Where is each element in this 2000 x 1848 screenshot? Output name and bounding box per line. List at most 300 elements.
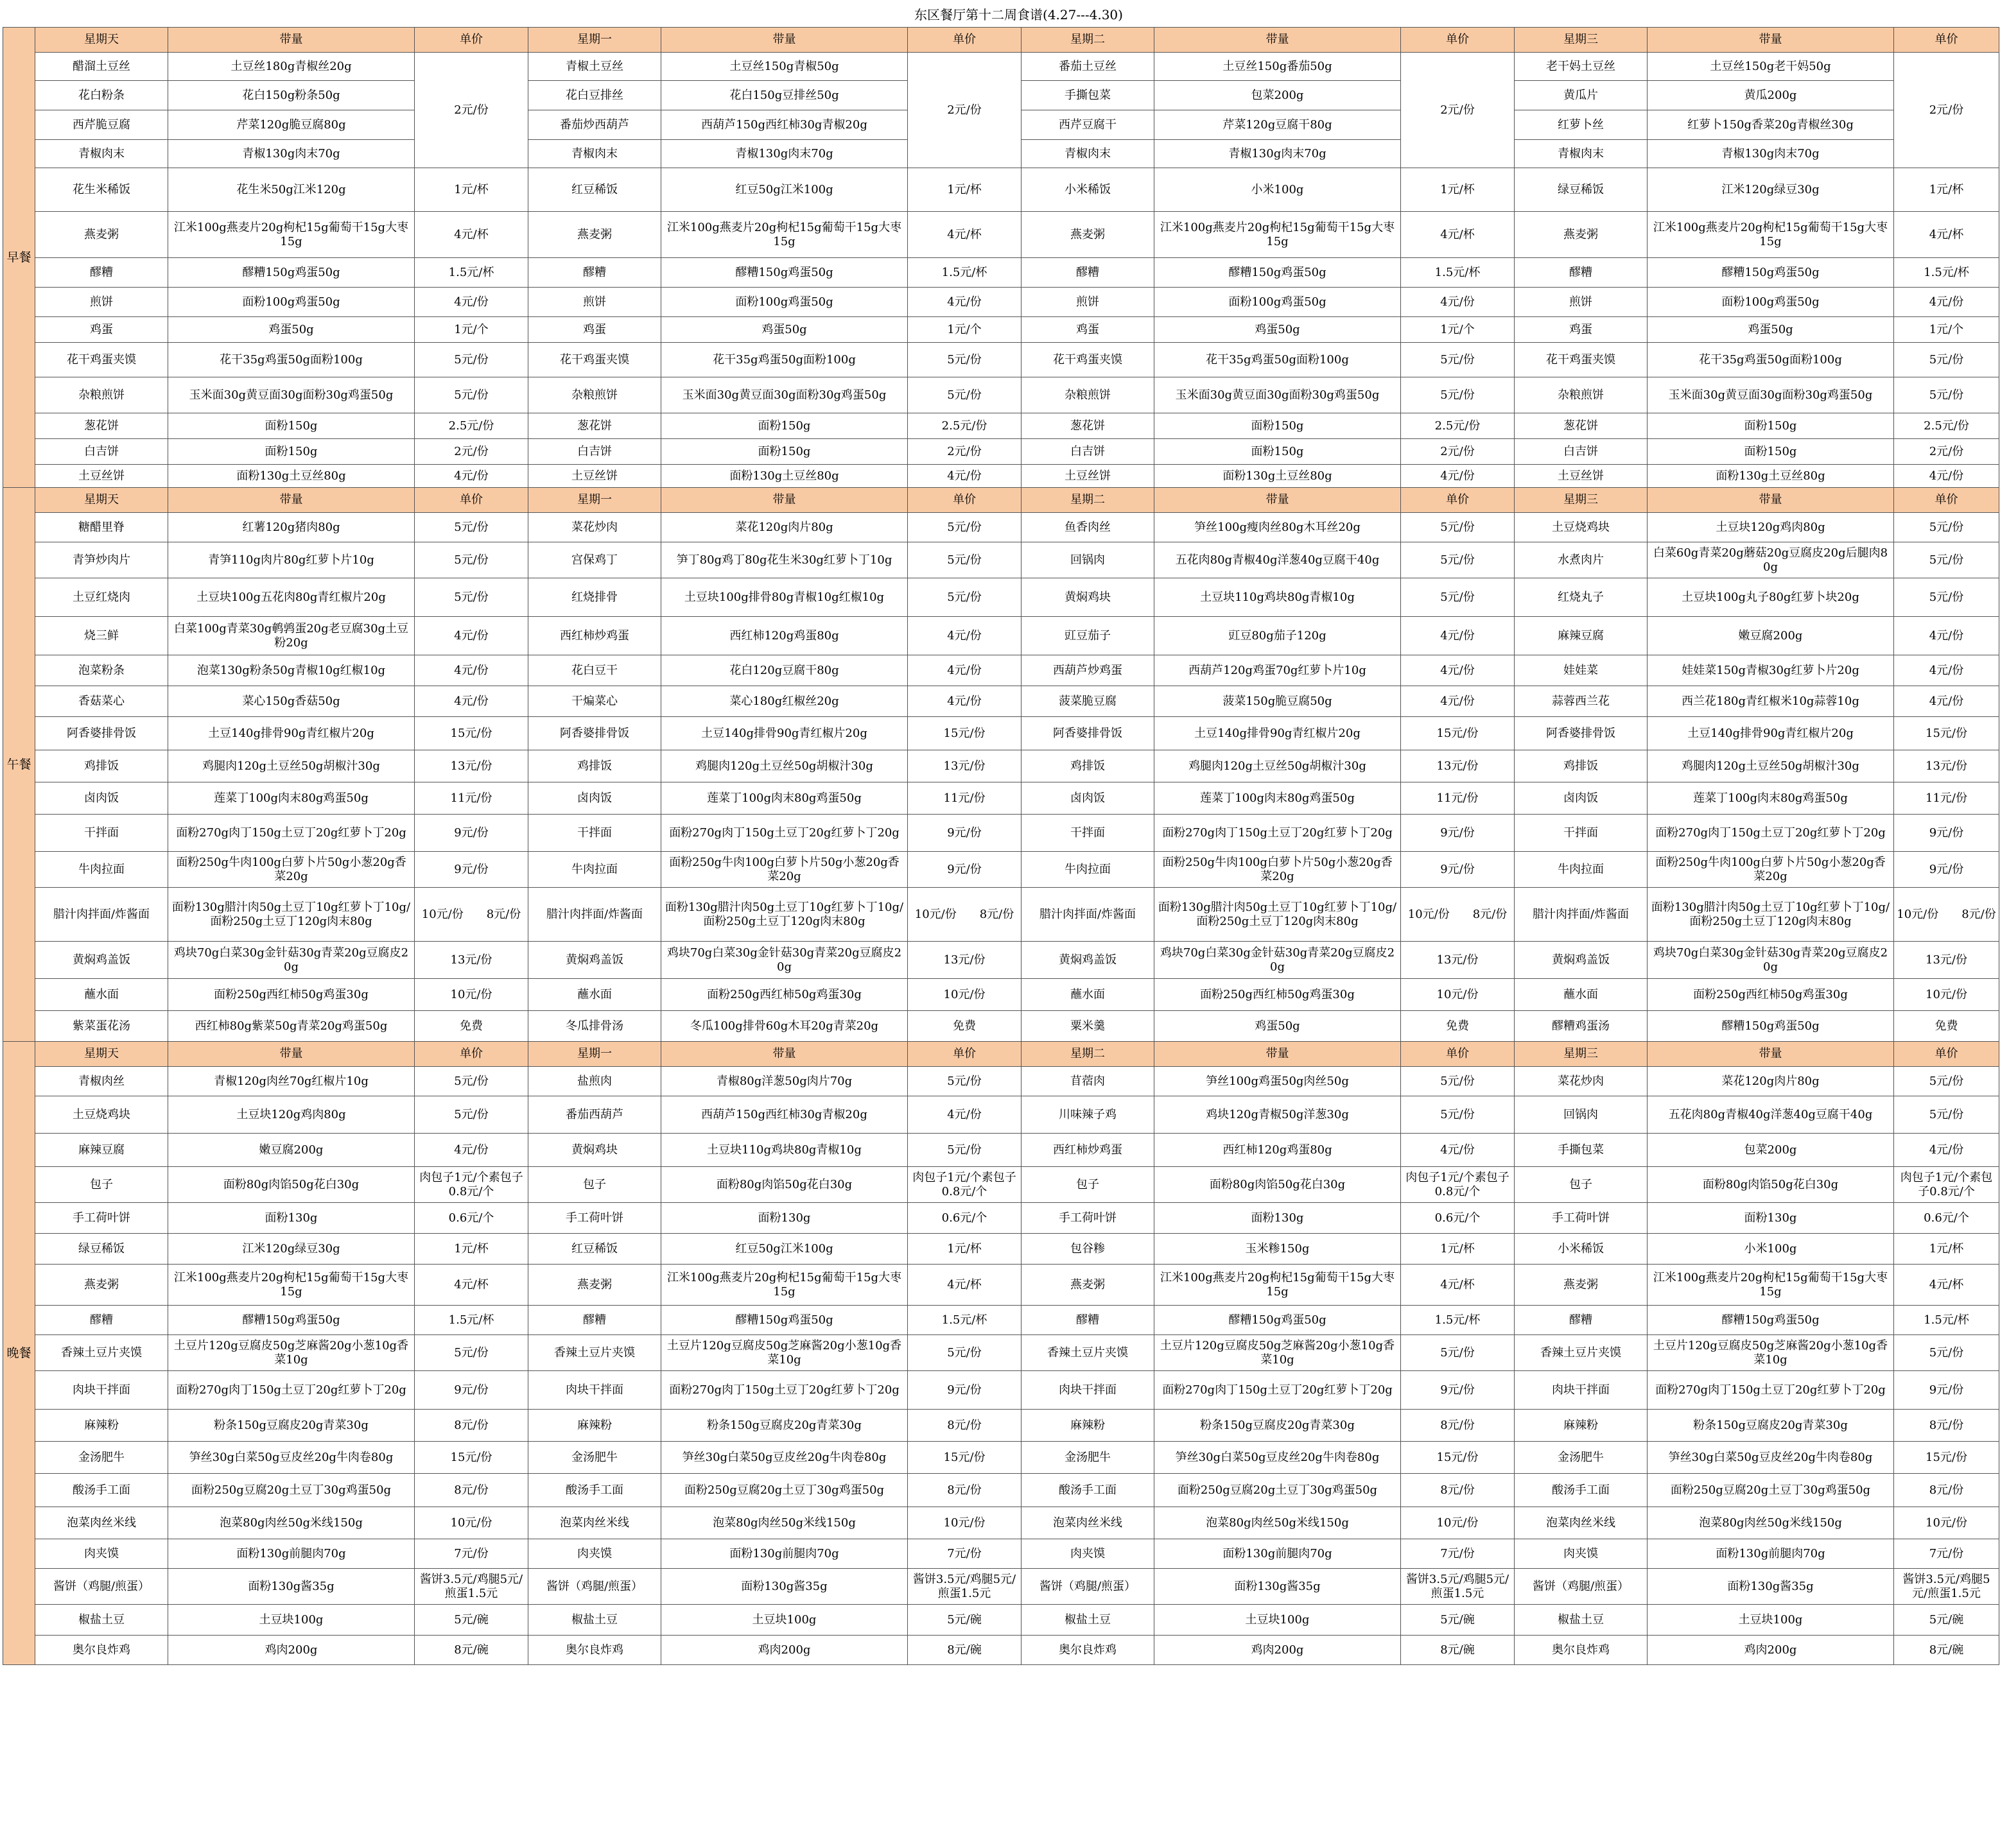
dish-portion: 包菜200g xyxy=(1154,81,1401,110)
dish-price: 5元/份 xyxy=(1401,1096,1515,1134)
dish-portion: 青椒130g肉末70g xyxy=(661,140,908,168)
dish-price: 4元/份 xyxy=(415,465,528,488)
dish-price: 15元/份 xyxy=(908,1442,1022,1474)
dish-portion: 青椒130g肉末70g xyxy=(1648,140,1894,168)
dish-portion: 面粉250g西红柿50g鸡蛋30g xyxy=(168,979,415,1011)
column-header: 星期二 xyxy=(1022,28,1154,53)
column-header: 单价 xyxy=(415,1042,528,1067)
dish-price: 9元/份 xyxy=(415,815,528,852)
dish-portion: 嫩豆腐200g xyxy=(168,1134,415,1167)
dish-price: 1.5元/杯 xyxy=(1401,1306,1515,1335)
dish-price: 5元/份 xyxy=(415,1067,528,1096)
dish-name: 酸汤手工面 xyxy=(528,1474,661,1507)
dish-name: 香辣土豆片夹馍 xyxy=(1515,1335,1648,1371)
dish-portion: 土豆块110g鸡块80g青椒10g xyxy=(661,1134,908,1167)
dish-price: 10元/份 8元/份 xyxy=(908,888,1022,942)
dish-price: 7元/份 xyxy=(1894,1539,1999,1569)
dish-price: 5元/份 xyxy=(908,513,1022,542)
dish-portion: 面粉80g肉馅50g花白30g xyxy=(1154,1167,1401,1203)
dish-name: 酸汤手工面 xyxy=(1515,1474,1648,1507)
dish-price: 4元/份 xyxy=(415,686,528,717)
dish-price: 1元/杯 xyxy=(908,168,1022,212)
dish-portion: 鸡蛋50g xyxy=(1648,317,1894,343)
dish-name: 包子 xyxy=(1515,1167,1648,1203)
dish-portion: 鸡块70g白菜30g金针菇30g青菜20g豆腐皮20g xyxy=(168,942,415,979)
dish-portion: 小米100g xyxy=(1154,168,1401,212)
dish-price: 5元/份 xyxy=(908,542,1022,578)
dish-name: 酱饼（鸡腿/煎蛋） xyxy=(35,1569,168,1605)
dish-portion: 土豆块100g五花肉80g青红椒片20g xyxy=(168,578,415,617)
dish-portion: 土豆140g排骨90g青红椒片20g xyxy=(661,717,908,750)
dish-price: 5元/份 xyxy=(1401,377,1515,413)
dish-price: 5元/份 xyxy=(1894,1067,1999,1096)
dish-name: 宫保鸡丁 xyxy=(528,542,661,578)
menu-row xyxy=(3,852,1999,888)
dish-portion: 青椒80g洋葱50g肉片70g xyxy=(661,1067,908,1096)
dish-portion: 面粉130g腊汁肉50g土豆丁10g红萝卜丁10g/面粉250g土豆丁120g肉末80g xyxy=(1154,888,1401,942)
dish-price: 7元/份 xyxy=(415,1539,528,1569)
dish-portion: 面粉130g酱35g xyxy=(168,1569,415,1605)
column-header: 单价 xyxy=(1401,28,1515,53)
dish-portion: 土豆丝150g老干妈50g xyxy=(1648,53,1894,81)
dish-name: 豇豆茄子 xyxy=(1022,617,1154,655)
dish-name: 燕麦粥 xyxy=(35,1265,168,1306)
menu-row xyxy=(3,1067,1999,1096)
dish-name: 酱饼（鸡腿/煎蛋） xyxy=(528,1569,661,1605)
dish-price: 2.5元/份 xyxy=(1894,413,1999,439)
menu-row xyxy=(3,686,1999,717)
dish-name: 奥尔良炸鸡 xyxy=(528,1636,661,1665)
dish-name: 土豆丝饼 xyxy=(1022,465,1154,488)
dish-portion: 土豆片120g豆腐皮50g芝麻酱20g小葱10g香菜10g xyxy=(1648,1335,1894,1371)
dish-price: 8元/份 xyxy=(908,1474,1022,1507)
dish-portion: 西葫芦150g西红柿30g青椒20g xyxy=(661,1096,908,1134)
dish-price: 10元/份 xyxy=(415,1507,528,1539)
menu-row xyxy=(3,212,1999,258)
dish-name: 手工荷叶饼 xyxy=(528,1203,661,1234)
column-header: 星期一 xyxy=(528,488,661,513)
dish-price: 4元/份 xyxy=(908,288,1022,317)
dish-price: 4元/份 xyxy=(1894,655,1999,686)
dish-price: 8元/碗 xyxy=(908,1636,1022,1665)
dish-portion: 菠菜150g脆豆腐50g xyxy=(1154,686,1401,717)
dish-price: 5元/碗 xyxy=(908,1605,1022,1636)
dish-portion: 面粉130g前腿肉70g xyxy=(1154,1539,1401,1569)
dish-portion: 面粉270g肉丁150g土豆丁20g红萝卜丁20g xyxy=(1648,1371,1894,1410)
meal-label: 早餐 xyxy=(3,28,35,488)
dish-name: 红烧丸子 xyxy=(1515,578,1648,617)
dish-price: 13元/份 xyxy=(1894,942,1999,979)
menu-row xyxy=(3,888,1999,942)
menu-row xyxy=(3,1507,1999,1539)
meal-label: 晚餐 xyxy=(3,1042,35,1665)
dish-name: 包谷糁 xyxy=(1022,1234,1154,1265)
dish-name: 牛肉拉面 xyxy=(1515,852,1648,888)
dish-price: 肉包子1元/个素包子0.8元/个 xyxy=(1401,1167,1515,1203)
dish-price: 1元/杯 xyxy=(415,1234,528,1265)
dish-portion: 泡菜80g肉丝50g米线150g xyxy=(168,1507,415,1539)
dish-name: 燕麦粥 xyxy=(528,212,661,258)
dish-price: 1元/个 xyxy=(908,317,1022,343)
dish-name: 葱花饼 xyxy=(1515,413,1648,439)
dish-portion: 土豆丝180g青椒丝20g xyxy=(168,53,415,81)
dish-name: 阿香婆排骨饭 xyxy=(1022,717,1154,750)
dish-name: 白吉饼 xyxy=(1515,439,1648,465)
dish-price: 1元/杯 xyxy=(1894,1234,1999,1265)
dish-name: 青椒肉末 xyxy=(1022,140,1154,168)
dish-name: 麻辣粉 xyxy=(35,1410,168,1442)
dish-portion: 面粉250g豆腐20g土豆丁30g鸡蛋50g xyxy=(661,1474,908,1507)
dish-name: 青椒肉末 xyxy=(35,140,168,168)
dish-price: 10元/份 xyxy=(415,979,528,1011)
dish-name: 卤肉饭 xyxy=(1022,782,1154,815)
dish-portion: 嫩豆腐200g xyxy=(1648,617,1894,655)
dish-name: 手撕包菜 xyxy=(1022,81,1154,110)
menu-row xyxy=(3,1636,1999,1665)
dish-portion: 面粉130g土豆丝80g xyxy=(1648,465,1894,488)
dish-price: 4元/份 xyxy=(415,288,528,317)
menu-row xyxy=(3,1442,1999,1474)
dish-name: 鸡排饭 xyxy=(1022,750,1154,782)
column-header: 单价 xyxy=(1401,488,1515,513)
dish-price: 10元/份 8元/份 xyxy=(415,888,528,942)
dish-price: 8元/份 xyxy=(1401,1474,1515,1507)
dish-price: 1元/个 xyxy=(1401,317,1515,343)
menu-row xyxy=(3,377,1999,413)
dish-price: 4元/份 xyxy=(1894,465,1999,488)
menu-row xyxy=(3,1335,1999,1371)
dish-name: 土豆烧鸡块 xyxy=(35,1096,168,1134)
menu-row xyxy=(3,979,1999,1011)
column-header: 带量 xyxy=(1648,1042,1894,1067)
dish-portion: 土豆块100g xyxy=(1154,1605,1401,1636)
dish-portion: 面粉270g肉丁150g土豆丁20g红萝卜丁20g xyxy=(1154,815,1401,852)
dish-portion: 土豆块120g鸡肉80g xyxy=(168,1096,415,1134)
dish-portion: 面粉250g西红柿50g鸡蛋30g xyxy=(661,979,908,1011)
dish-portion: 包菜200g xyxy=(1648,1134,1894,1167)
dish-price: 4元/杯 xyxy=(415,212,528,258)
dish-name: 白吉饼 xyxy=(528,439,661,465)
dish-portion: 笋丝30g白菜50g豆皮丝20g牛肉卷80g xyxy=(1648,1442,1894,1474)
dish-name: 香辣土豆片夹馍 xyxy=(35,1335,168,1371)
dish-price: 5元/份 xyxy=(1401,1067,1515,1096)
dish-portion: 花干35g鸡蛋50g面粉100g xyxy=(168,343,415,377)
dish-name: 腊汁肉拌面/炸酱面 xyxy=(35,888,168,942)
dish-portion: 鸡蛋50g xyxy=(1154,317,1401,343)
menu-row xyxy=(3,655,1999,686)
column-header: 单价 xyxy=(1894,488,1999,513)
dish-portion: 土豆片120g豆腐皮50g芝麻酱20g小葱10g香菜10g xyxy=(1154,1335,1401,1371)
dish-name: 鸡蛋 xyxy=(528,317,661,343)
column-header-row xyxy=(3,488,1999,513)
dish-portion: 面粉130g腊汁肉50g土豆丁10g红萝卜丁10g/面粉250g土豆丁120g肉末80g xyxy=(168,888,415,942)
dish-price: 8元/份 xyxy=(415,1410,528,1442)
dish-name: 粟米羹 xyxy=(1022,1011,1154,1042)
dish-portion: 芹菜120g脆豆腐80g xyxy=(168,110,415,140)
dish-name: 红豆稀饭 xyxy=(528,168,661,212)
dish-name: 燕麦粥 xyxy=(35,212,168,258)
dish-name: 花生米稀饭 xyxy=(35,168,168,212)
dish-portion: 醪糟150g鸡蛋50g xyxy=(661,1306,908,1335)
menu-row xyxy=(3,617,1999,655)
dish-price: 1.5元/杯 xyxy=(415,1306,528,1335)
dish-price: 1.5元/杯 xyxy=(1401,258,1515,288)
dish-price: 4元/份 xyxy=(1401,1134,1515,1167)
dish-name: 泡菜肉丝米线 xyxy=(1022,1507,1154,1539)
dish-portion: 江米100g燕麦片20g枸杞15g葡萄干15g大枣15g xyxy=(661,212,908,258)
dish-portion: 面粉130g土豆丝80g xyxy=(661,465,908,488)
dish-portion: 面粉250g牛肉100g白萝卜片50g小葱20g香菜20g xyxy=(168,852,415,888)
column-header: 星期二 xyxy=(1022,1042,1154,1067)
dish-price: 4元/份 xyxy=(1894,686,1999,717)
dish-price: 8元/份 xyxy=(1894,1474,1999,1507)
dish-portion: 笋丝100g鸡蛋50g肉丝50g xyxy=(1154,1067,1401,1096)
dish-name: 黄焖鸡盖饭 xyxy=(1515,942,1648,979)
dish-name: 小米稀饭 xyxy=(1022,168,1154,212)
dish-name: 手工荷叶饼 xyxy=(35,1203,168,1234)
dish-name: 干拌面 xyxy=(35,815,168,852)
dish-price: 8元/份 xyxy=(908,1410,1022,1442)
menu-row xyxy=(3,1134,1999,1167)
dish-price: 2元/份 xyxy=(415,53,528,168)
menu-row xyxy=(3,578,1999,617)
dish-portion: 鸡肉200g xyxy=(168,1636,415,1665)
dish-portion: 玉米面30g黄豆面30g面粉30g鸡蛋50g xyxy=(1154,377,1401,413)
dish-name: 青椒土豆丝 xyxy=(528,53,661,81)
dish-name: 黄焖鸡盖饭 xyxy=(1022,942,1154,979)
dish-portion: 白菜60g青菜20g蘑菇20g豆腐皮20g后腿肉80g xyxy=(1648,542,1894,578)
dish-portion: 面粉130g酱35g xyxy=(1648,1569,1894,1605)
dish-name: 煎饼 xyxy=(35,288,168,317)
dish-name: 阿香婆排骨饭 xyxy=(1515,717,1648,750)
dish-price: 9元/份 xyxy=(1894,852,1999,888)
dish-portion: 玉米面30g黄豆面30g面粉30g鸡蛋50g xyxy=(168,377,415,413)
dish-name: 醪糟 xyxy=(1022,258,1154,288)
dish-name: 花干鸡蛋夹馍 xyxy=(1022,343,1154,377)
dish-name: 麻辣粉 xyxy=(1515,1410,1648,1442)
dish-price: 5元/份 xyxy=(908,1067,1022,1096)
dish-price: 1.5元/杯 xyxy=(1894,258,1999,288)
dish-portion: 鸡块70g白菜30g金针菇30g青菜20g豆腐皮20g xyxy=(1648,942,1894,979)
dish-price: 2元/份 xyxy=(1401,439,1515,465)
dish-portion: 江米100g燕麦片20g枸杞15g葡萄干15g大枣15g xyxy=(661,1265,908,1306)
menu-row xyxy=(3,750,1999,782)
dish-portion: 玉米面30g黄豆面30g面粉30g鸡蛋50g xyxy=(661,377,908,413)
dish-price: 10元/份 xyxy=(1894,979,1999,1011)
dish-price: 13元/份 xyxy=(1401,750,1515,782)
menu-row xyxy=(3,815,1999,852)
column-header-row xyxy=(3,28,1999,53)
dish-name: 干拌面 xyxy=(1515,815,1648,852)
dish-name: 醪糟 xyxy=(528,1306,661,1335)
dish-portion: 鸡肉200g xyxy=(1154,1636,1401,1665)
dish-name: 菠菜脆豆腐 xyxy=(1022,686,1154,717)
dish-price: 1元/个 xyxy=(415,317,528,343)
dish-portion: 土豆140g排骨90g青红椒片20g xyxy=(1648,717,1894,750)
dish-name: 煎饼 xyxy=(1022,288,1154,317)
dish-name: 牛肉拉面 xyxy=(35,852,168,888)
dish-portion: 黄瓜200g xyxy=(1648,81,1894,110)
dish-price: 13元/份 xyxy=(1894,750,1999,782)
dish-portion: 红豆50g江米100g xyxy=(661,1234,908,1265)
dish-price: 5元/份 xyxy=(908,1134,1022,1167)
dish-price: 2.5元/份 xyxy=(1401,413,1515,439)
dish-name: 青椒肉末 xyxy=(528,140,661,168)
dish-name: 卤肉饭 xyxy=(1515,782,1648,815)
dish-portion: 面粉270g肉丁150g土豆丁20g红萝卜丁20g xyxy=(1154,1371,1401,1410)
dish-portion: 面粉130g酱35g xyxy=(1154,1569,1401,1605)
dish-price: 2元/份 xyxy=(908,439,1022,465)
dish-name: 青椒肉末 xyxy=(1515,140,1648,168)
dish-name: 川味辣子鸡 xyxy=(1022,1096,1154,1134)
page-title: 东区餐厅第十二周食谱(4.27---4.30) xyxy=(914,7,1123,22)
dish-price: 4元/份 xyxy=(1894,617,1999,655)
dish-price: 4元/杯 xyxy=(908,1265,1022,1306)
dish-price: 5元/份 xyxy=(908,343,1022,377)
dish-price: 5元/份 xyxy=(415,377,528,413)
dish-portion: 西葫芦120g鸡蛋70g红萝卜片10g xyxy=(1154,655,1401,686)
dish-portion: 笋丝30g白菜50g豆皮丝20g牛肉卷80g xyxy=(168,1442,415,1474)
dish-name: 煎饼 xyxy=(528,288,661,317)
column-header: 单价 xyxy=(908,28,1022,53)
dish-price: 5元/份 xyxy=(908,578,1022,617)
dish-portion: 面粉130g酱35g xyxy=(661,1569,908,1605)
dish-name: 西红柿炒鸡蛋 xyxy=(1022,1134,1154,1167)
dish-portion: 花生米50g江米120g xyxy=(168,168,415,212)
column-header: 星期三 xyxy=(1515,28,1648,53)
dish-name: 椒盐土豆 xyxy=(528,1605,661,1636)
dish-name: 黄焖鸡块 xyxy=(528,1134,661,1167)
dish-price: 9元/份 xyxy=(1894,1371,1999,1410)
dish-portion: 江米100g燕麦片20g枸杞15g葡萄干15g大枣15g xyxy=(1648,1265,1894,1306)
dish-name: 醪糟 xyxy=(1515,1306,1648,1335)
dish-portion: 鸡腿肉120g土豆丝50g胡椒汁30g xyxy=(1154,750,1401,782)
dish-portion: 面粉250g豆腐20g土豆丁30g鸡蛋50g xyxy=(1648,1474,1894,1507)
dish-portion: 醪糟150g鸡蛋50g xyxy=(1154,1306,1401,1335)
dish-price: 4元/份 xyxy=(1401,655,1515,686)
dish-price: 11元/份 xyxy=(1401,782,1515,815)
column-header: 带量 xyxy=(661,488,908,513)
dish-portion: 西红柿120g鸡蛋80g xyxy=(1154,1134,1401,1167)
dish-name: 西红柿炒鸡蛋 xyxy=(528,617,661,655)
dish-name: 麻辣粉 xyxy=(528,1410,661,1442)
dish-price: 10元/份 xyxy=(908,979,1022,1011)
dish-price: 5元/份 xyxy=(1401,343,1515,377)
dish-portion: 面粉80g肉馅50g花白30g xyxy=(661,1167,908,1203)
dish-portion: 面粉270g肉丁150g土豆丁20g红萝卜丁20g xyxy=(661,1371,908,1410)
dish-name: 椒盐土豆 xyxy=(1022,1605,1154,1636)
dish-portion: 泡菜80g肉丝50g米线150g xyxy=(1154,1507,1401,1539)
dish-price: 5元/份 xyxy=(415,578,528,617)
dish-portion: 面粉270g肉丁150g土豆丁20g红萝卜丁20g xyxy=(661,815,908,852)
dish-price: 9元/份 xyxy=(908,852,1022,888)
dish-portion: 鸡块70g白菜30g金针菇30g青菜20g豆腐皮20g xyxy=(1154,942,1401,979)
dish-name: 煎饼 xyxy=(1515,288,1648,317)
dish-price: 1元/个 xyxy=(1894,317,1999,343)
menu-row xyxy=(3,343,1999,377)
menu-row xyxy=(3,1234,1999,1265)
dish-price: 4元/份 xyxy=(908,465,1022,488)
dish-price: 1元/杯 xyxy=(908,1234,1022,1265)
dish-name: 肉块干拌面 xyxy=(1022,1371,1154,1410)
dish-name: 土豆烧鸡块 xyxy=(1515,513,1648,542)
dish-portion: 土豆块100g xyxy=(1648,1605,1894,1636)
dish-name: 肉块干拌面 xyxy=(528,1371,661,1410)
dish-portion: 面粉250g西红柿50g鸡蛋30g xyxy=(1648,979,1894,1011)
dish-price: 5元/份 xyxy=(1401,542,1515,578)
dish-name: 苜蓿肉 xyxy=(1022,1067,1154,1096)
dish-name: 泡菜肉丝米线 xyxy=(528,1507,661,1539)
dish-name: 手工荷叶饼 xyxy=(1022,1203,1154,1234)
menu-row xyxy=(3,258,1999,288)
dish-portion: 五花肉80g青椒40g洋葱40g豆腐干40g xyxy=(1154,542,1401,578)
dish-price: 免费 xyxy=(1894,1011,1999,1042)
dish-portion: 土豆140g排骨90g青红椒片20g xyxy=(168,717,415,750)
dish-price: 5元/碗 xyxy=(1894,1605,1999,1636)
dish-name: 花白豆排丝 xyxy=(528,81,661,110)
dish-portion: 土豆块100g xyxy=(168,1605,415,1636)
dish-portion: 面粉150g xyxy=(1648,439,1894,465)
dish-price: 15元/份 xyxy=(1894,1442,1999,1474)
dish-portion: 泡菜130g粉条50g青椒10g红椒10g xyxy=(168,655,415,686)
menu-row xyxy=(3,717,1999,750)
dish-name: 腊汁肉拌面/炸酱面 xyxy=(528,888,661,942)
dish-name: 鸡蛋 xyxy=(35,317,168,343)
dish-portion: 菜心150g香菇50g xyxy=(168,686,415,717)
dish-name: 肉块干拌面 xyxy=(35,1371,168,1410)
dish-price: 5元/份 xyxy=(415,1096,528,1134)
dish-price: 肉包子1元/个素包子0.8元/个 xyxy=(908,1167,1022,1203)
dish-portion: 面粉130g前腿肉70g xyxy=(168,1539,415,1569)
dish-price: 4元/份 xyxy=(1401,686,1515,717)
dish-portion: 莲菜丁100g肉末80g鸡蛋50g xyxy=(1648,782,1894,815)
dish-name: 燕麦粥 xyxy=(1022,212,1154,258)
dish-portion: 花干35g鸡蛋50g面粉100g xyxy=(1154,343,1401,377)
dish-name: 糖醋里脊 xyxy=(35,513,168,542)
menu-row xyxy=(3,782,1999,815)
dish-portion: 面粉130g前腿肉70g xyxy=(661,1539,908,1569)
menu-row xyxy=(3,1569,1999,1605)
dish-name: 杂粮煎饼 xyxy=(35,377,168,413)
dish-portion: 泡菜80g肉丝50g米线150g xyxy=(661,1507,908,1539)
dish-portion: 花干35g鸡蛋50g面粉100g xyxy=(661,343,908,377)
dish-portion: 花干35g鸡蛋50g面粉100g xyxy=(1648,343,1894,377)
dish-price: 9元/份 xyxy=(908,815,1022,852)
dish-name: 燕麦粥 xyxy=(1515,1265,1648,1306)
dish-price: 2元/份 xyxy=(1894,53,1999,168)
dish-portion: 粉条150g豆腐皮20g青菜30g xyxy=(661,1410,908,1442)
dish-price: 肉包子1元/个素包子0.8元/个 xyxy=(1894,1167,1999,1203)
dish-name: 绿豆稀饭 xyxy=(1515,168,1648,212)
dish-price: 4元/份 xyxy=(1401,465,1515,488)
dish-name: 麻辣粉 xyxy=(1022,1410,1154,1442)
dish-portion: 鸡块120g青椒50g洋葱30g xyxy=(1154,1096,1401,1134)
column-header: 星期一 xyxy=(528,28,661,53)
dish-name: 醪糟 xyxy=(35,258,168,288)
dish-price: 5元/份 xyxy=(415,542,528,578)
column-header: 星期一 xyxy=(528,1042,661,1067)
column-header: 带量 xyxy=(1154,488,1401,513)
column-header: 带量 xyxy=(168,1042,415,1067)
dish-portion: 面粉130g腊汁肉50g土豆丁10g红萝卜丁10g/面粉250g土豆丁120g肉末80g xyxy=(661,888,908,942)
dish-name: 麻辣豆腐 xyxy=(35,1134,168,1167)
dish-price: 15元/份 xyxy=(1401,717,1515,750)
dish-price: 免费 xyxy=(908,1011,1022,1042)
dish-portion: 面粉250g豆腐20g土豆丁30g鸡蛋50g xyxy=(1154,1474,1401,1507)
dish-price: 5元/份 xyxy=(1894,578,1999,617)
dish-portion: 醪糟150g鸡蛋50g xyxy=(1648,258,1894,288)
dish-portion: 芹菜120g豆腐干80g xyxy=(1154,110,1401,140)
